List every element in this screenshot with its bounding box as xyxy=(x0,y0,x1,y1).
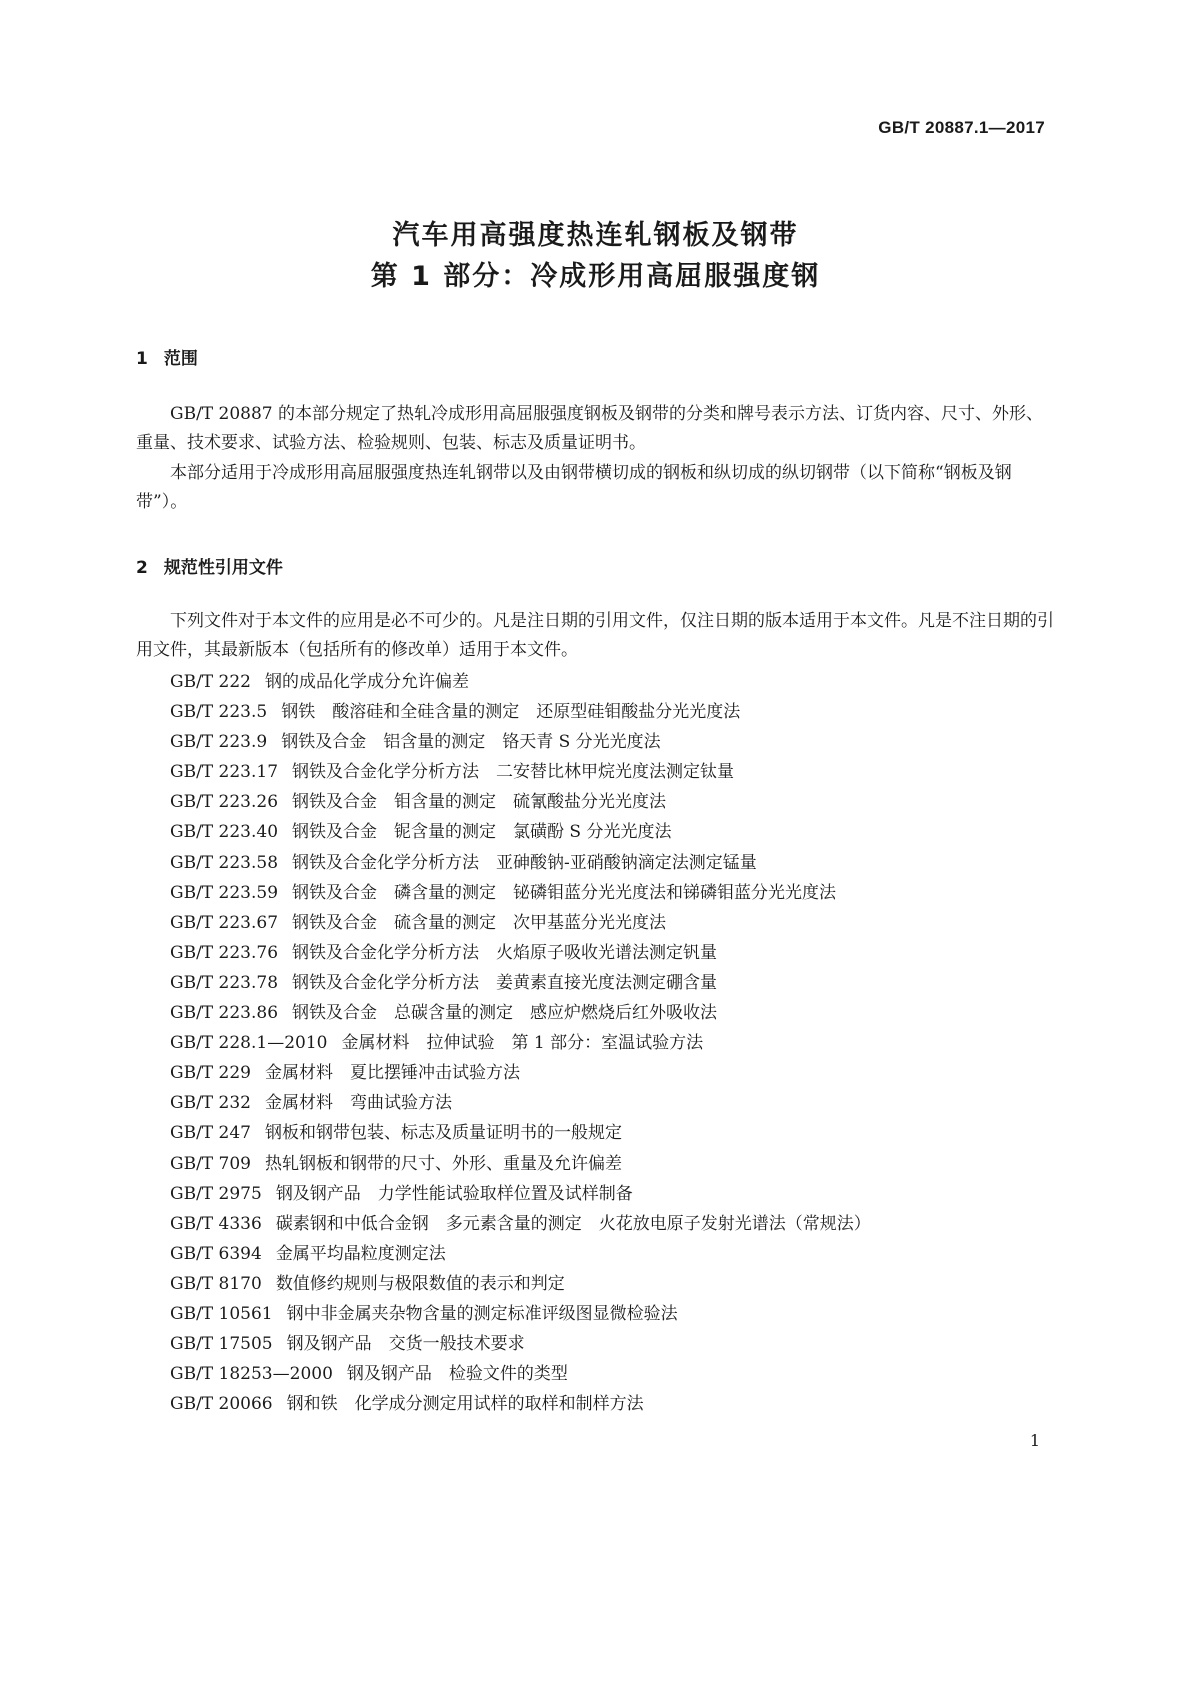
reference-item xyxy=(170,1118,871,1148)
reference-code: GB/T 223.40 xyxy=(170,822,279,843)
reference-title: 钢和铁 化学成分测定用试样的取样和制样方法 xyxy=(286,1394,644,1415)
reference-item xyxy=(170,1269,871,1299)
reference-item xyxy=(170,787,871,817)
reference-code: GB/T 4336 xyxy=(170,1213,262,1234)
reference-title: 金属材料 夏比摆锤冲击试验方法 xyxy=(265,1063,520,1084)
reference-code: GB/T 247 xyxy=(170,1123,251,1144)
reference-title: 钢铁及合金 总碳含量的测定 感应炉燃烧后红外吸收法 xyxy=(292,1003,718,1024)
reference-title: 金属材料 拉伸试验 第 1 部分：室温试验方法 xyxy=(341,1033,704,1054)
reference-code: GB/T 8170 xyxy=(170,1273,262,1294)
reference-item xyxy=(170,1028,871,1058)
reference-item xyxy=(170,968,871,998)
reference-title: 碳素钢和中低合金钢 多元素含量的测定 火花放电原子发射光谱法（常规法） xyxy=(275,1213,871,1234)
reference-code: GB/T 223.86 xyxy=(170,1003,279,1024)
reference-item xyxy=(170,727,871,757)
reference-code: GB/T 229 xyxy=(170,1063,251,1084)
reference-code: GB/T 223.78 xyxy=(170,972,279,993)
reference-title: 钢铁及合金 钼含量的测定 硫氰酸盐分光光度法 xyxy=(292,792,667,813)
reference-title: 金属材料 弯曲试验方法 xyxy=(265,1093,452,1114)
page-number: 1 xyxy=(1029,1431,1040,1450)
document-title: 汽车用高强度热连轧钢板及钢带 xyxy=(392,220,799,251)
section-number: 1 xyxy=(136,349,148,369)
reference-code: GB/T 223.17 xyxy=(170,762,279,783)
section-number: 2 xyxy=(136,558,148,578)
reference-item xyxy=(170,938,871,968)
reference-title: 钢铁及合金 磷含量的测定 铋磷钼蓝分光光度法和锑磷钼蓝分光光度法 xyxy=(292,882,837,903)
reference-title: 钢铁及合金化学分析方法 火焰原子吸收光谱法测定钒量 xyxy=(292,942,718,963)
reference-code: GB/T 10561 xyxy=(170,1303,273,1324)
reference-item xyxy=(170,697,871,727)
reference-item xyxy=(170,1299,871,1329)
reference-code: GB/T 223.76 xyxy=(170,942,279,963)
reference-code: GB/T 18253—2000 xyxy=(170,1364,333,1385)
reference-title: 热轧钢板和钢带的尺寸、外形、重量及允许偏差 xyxy=(265,1153,622,1174)
reference-title: 钢铁及合金化学分析方法 二安替比林甲烷光度法测定钛量 xyxy=(292,762,735,783)
standard-code: GB/T 20887.1—2017 xyxy=(878,118,1045,137)
reference-title: 钢铁及合金 铌含量的测定 氯磺酚 S 分光光度法 xyxy=(292,822,672,843)
section-title: 规范性引用文件 xyxy=(163,558,283,578)
reference-title: 钢铁及合金化学分析方法 姜黄素直接光度法测定硼含量 xyxy=(292,972,718,993)
section-title: 范围 xyxy=(163,349,198,369)
reference-code: GB/T 2975 xyxy=(170,1183,262,1204)
reference-title: 钢板和钢带包装、标志及质量证明书的一般规定 xyxy=(265,1123,622,1144)
reference-list xyxy=(170,667,871,1419)
reference-code: GB/T 223.26 xyxy=(170,792,279,813)
reference-code: GB/T 223.5 xyxy=(170,702,268,723)
document-subtitle: 第 1 部分：冷成形用高屈服强度钢 xyxy=(370,261,821,292)
reference-item xyxy=(170,848,871,878)
reference-item xyxy=(170,1359,871,1389)
reference-item xyxy=(170,817,871,847)
section-heading-scope xyxy=(136,344,198,369)
reference-item xyxy=(170,1389,871,1419)
reference-item xyxy=(170,1179,871,1209)
reference-code: GB/T 20066 xyxy=(170,1394,273,1415)
reference-title: 钢及钢产品 力学性能试验取样位置及试样制备 xyxy=(275,1183,633,1204)
section-heading-normative-references xyxy=(136,553,283,578)
reference-code: GB/T 223.9 xyxy=(170,732,268,753)
reference-item xyxy=(170,1149,871,1179)
scope-paragraph: GB/T 20887 的本部分规定了热轧冷成形用高屈服强度钢板及钢带的分类和牌号表示方法、订货内容、尺寸、外形、重量、技术要求、试验方法、检验规则、包装、标志及质量证明书。 xyxy=(136,404,1044,453)
reference-item xyxy=(170,667,871,697)
reference-code: GB/T 223.67 xyxy=(170,912,279,933)
reference-code: GB/T 709 xyxy=(170,1153,251,1174)
reference-item xyxy=(170,1239,871,1269)
reference-title: 钢及钢产品 交货一般技术要求 xyxy=(286,1334,525,1355)
reference-title: 钢铁及合金 硫含量的测定 次甲基蓝分光光度法 xyxy=(292,912,667,933)
reference-item xyxy=(170,1209,871,1239)
reference-code: GB/T 232 xyxy=(170,1093,251,1114)
reference-item xyxy=(170,1329,871,1359)
reference-code: GB/T 17505 xyxy=(170,1334,273,1355)
reference-title: 钢铁及合金 铝含量的测定 铬天青 S 分光光度法 xyxy=(281,732,661,753)
scope-paragraph: 本部分适用于冷成形用高屈服强度热连轧钢带以及由钢带横切成的钢板和纵切成的纵切钢带（以下简称“钢板及钢带”）。 xyxy=(136,463,1012,512)
reference-item xyxy=(170,1088,871,1118)
reference-item xyxy=(170,757,871,787)
reference-code: GB/T 223.58 xyxy=(170,852,279,873)
reference-title: 钢中非金属夹杂物含量的测定标准评级图显微检验法 xyxy=(286,1303,678,1324)
reference-item xyxy=(170,878,871,908)
reference-title: 金属平均晶粒度测定法 xyxy=(275,1243,446,1264)
reference-code: GB/T 228.1—2010 xyxy=(170,1033,328,1054)
reference-title: 数值修约规则与极限数值的表示和判定 xyxy=(275,1273,565,1294)
reference-code: GB/T 222 xyxy=(170,672,251,692)
references-intro-paragraph: 下列文件对于本文件的应用是必不可少的。凡是注日期的引用文件，仅注日期的版本适用于本文件。凡是不注日期的引用文件，其最新版本（包括所有的修改单）适用于本文件。 xyxy=(136,611,1054,660)
reference-title: 钢铁及合金化学分析方法 亚砷酸钠-亚硝酸钠滴定法测定锰量 xyxy=(292,852,757,873)
reference-code: GB/T 223.59 xyxy=(170,882,279,903)
reference-title: 钢及钢产品 检验文件的类型 xyxy=(346,1364,568,1385)
reference-item xyxy=(170,1058,871,1088)
reference-code: GB/T 6394 xyxy=(170,1243,262,1264)
reference-item xyxy=(170,908,871,938)
reference-item xyxy=(170,998,871,1028)
reference-title: 钢的成品化学成分允许偏差 xyxy=(265,672,469,692)
reference-title: 钢铁 酸溶硅和全硅含量的测定 还原型硅钼酸盐分光光度法 xyxy=(281,702,741,723)
